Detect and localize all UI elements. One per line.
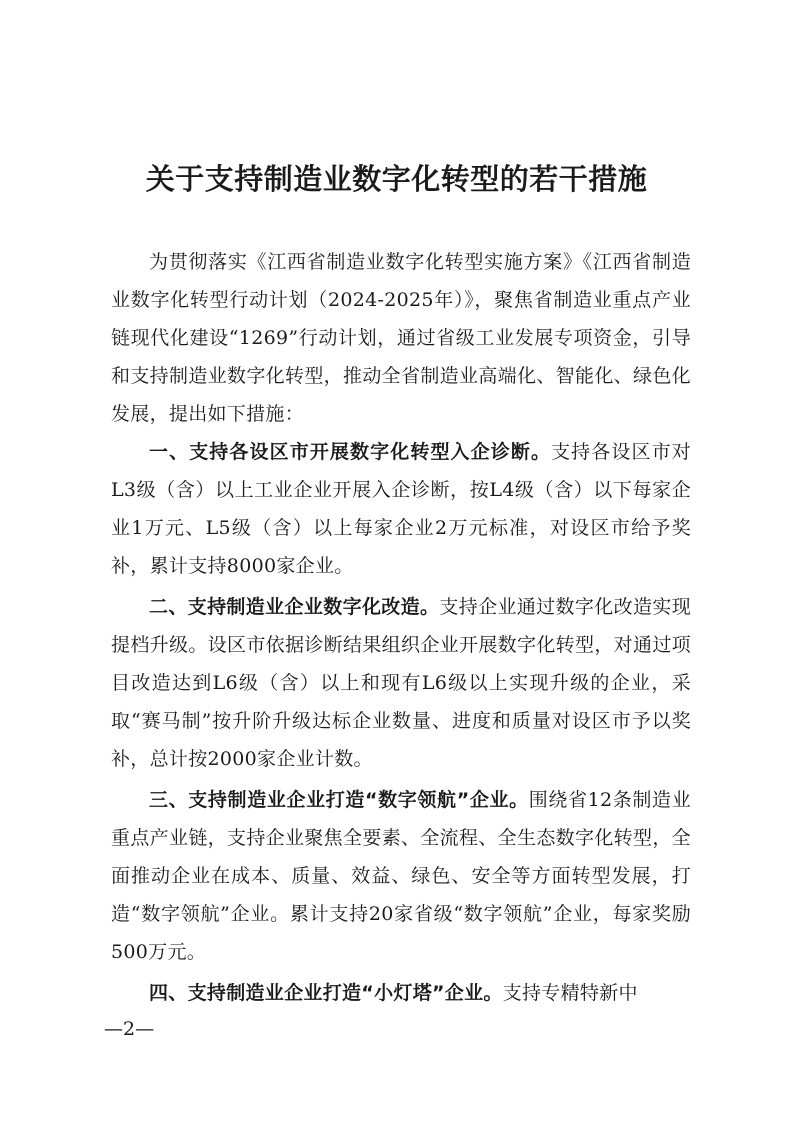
section-heading-4: 四、支持制造业企业打造“小灯塔”企业。 bbox=[149, 982, 503, 1004]
section-heading-2: 二、支持制造业企业数字化改造。 bbox=[149, 596, 440, 618]
section-heading-3: 三、支持制造业企业打造“数字领航”企业。 bbox=[149, 789, 529, 811]
document-body bbox=[111, 243, 691, 1012]
section-paragraph-4 bbox=[111, 974, 691, 1012]
section-paragraph-1 bbox=[111, 433, 691, 585]
document-title: 关于支持制造业数字化转型的若干措施 bbox=[145, 162, 648, 196]
section-paragraph-2 bbox=[111, 588, 691, 778]
page-number: —2— bbox=[104, 1018, 155, 1040]
section-heading-1: 一、支持各设区市开展数字化转型入企诊断。 bbox=[149, 441, 552, 463]
section-text-2: 支持企业通过数字化改造实现提档升级。设区市依据诊断结果组织企业开展数字化转型，对通过项目改造达到L6级（含）以上和现有L6级以上实现升级的企业，采取“赛马制”按升阶升级达标企业数量、进度和质量对设区市予以奖补，总计按2000家企业计数。 bbox=[111, 596, 691, 770]
section-text-3: 围绕省12条制造业重点产业链，支持企业聚焦全要素、全流程、全生态数字化转型，全面推动企业在成本、质量、效益、绿色、安全等方面转型发展，打造“数字领航”企业。累计支持20家省级“数字领航”企业，每家奖励500万元。 bbox=[111, 789, 691, 963]
section-text-1: 支持各设区市对L3级（含）以上工业企业开展入企诊断，按L4级（含）以下每家企业1万元、L5级（含）以上每家企业2万元标准，对设区市给予奖补，累计支持8000家企业。 bbox=[111, 441, 691, 577]
section-text-4: 支持专精特新中 bbox=[502, 982, 638, 1004]
intro-paragraph: 为贯彻落实《江西省制造业数字化转型实施方案》《江西省制造业数字化转型行动计划（2024-2025年）》，聚焦省制造业重点产业链现代化建设“1269”行动计划，通过省级工业发展专项资金，引导和支持制造业数字化转型，推动全省制造业高端化、智能化、绿色化发展，提出如下措施： bbox=[111, 251, 691, 425]
section-paragraph-3 bbox=[111, 781, 691, 971]
